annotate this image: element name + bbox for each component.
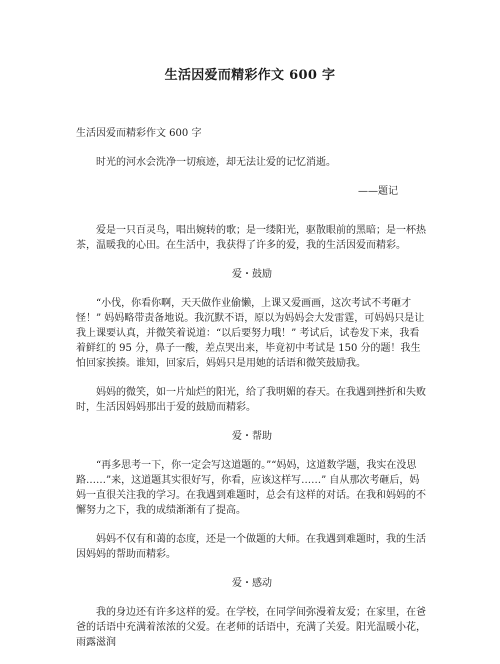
signature: ——题记 [358, 186, 398, 197]
paragraph: 时光的河水会洗净一切痕迹，却无法让爱的记忆消逝。 [96, 157, 336, 168]
document-body [76, 126, 428, 664]
section-heading-moved: 爱・感动 [232, 578, 272, 589]
paragraph: 妈妈不仅有和蔼的态度，还是一个做题的大师。在我遇到难题时，我的生活因妈妈的帮助而精彩。 [76, 534, 426, 560]
paragraph: 妈妈的微笑，如一片灿烂的阳光，给了我明媚的春天。在我遇到挫折和失败时，生活因妈妈那出于爱的鼓励而精彩。 [76, 387, 426, 413]
section-heading-help: 爱・帮助 [232, 431, 272, 442]
document-subtitle: 生活因爱而精彩作文 600 字 [76, 128, 202, 139]
paragraph: “小伐，你看你啊，天天做作业偷懒，上课又爱画画，这次考试不考砸才怪！” 妈妈略带责备地说。我沉默不语，原以为妈妈会大发雷霆，可妈妈只是让我上课要认真，并微笑着说道：“以后要努力哦！” 考试后，试卷发下来，我看着鲜红的 95 分，鼻子一酸，差点哭出来，毕竟初中考试是 150 分的题！我生怕回家挨揍。谁知，回家后，妈妈只是用她的话语和微笑鼓励我。 [76, 298, 425, 369]
section-heading-encourage: 爱・鼓励 [232, 269, 272, 280]
document-title: 生活因爱而精彩作文 600 字 [164, 68, 336, 83]
paragraph: “再多思考一下，你一定会写这道题的。”“妈妈，这道数学题，我实在没思路……”来，这道题其实很好写，你看，应该这样写……” 自从那次考砸后，妈妈一直很关注我的学习。在我遇到难题时，总会有这样的对话。在我和妈妈的不懈努力之下，我的成绩渐渐有了提高。 [76, 460, 426, 516]
paragraph: 我的身边还有许多这样的爱。在学校，在同学间弥漫着友爱；在家里，在爸爸的话语中充满着浓浓的父爱。在老师的话语中，充满了关爱。阳光温暖小花，雨露滋润 [76, 607, 426, 648]
paragraph: 爱是一只百灵鸟，唱出婉转的歌；是一缕阳光，驱散眼前的黑暗；是一杯热茶，温暖我的心田。在生活中，我获得了许多的爱，我的生活因爱而精彩。 [76, 225, 426, 251]
